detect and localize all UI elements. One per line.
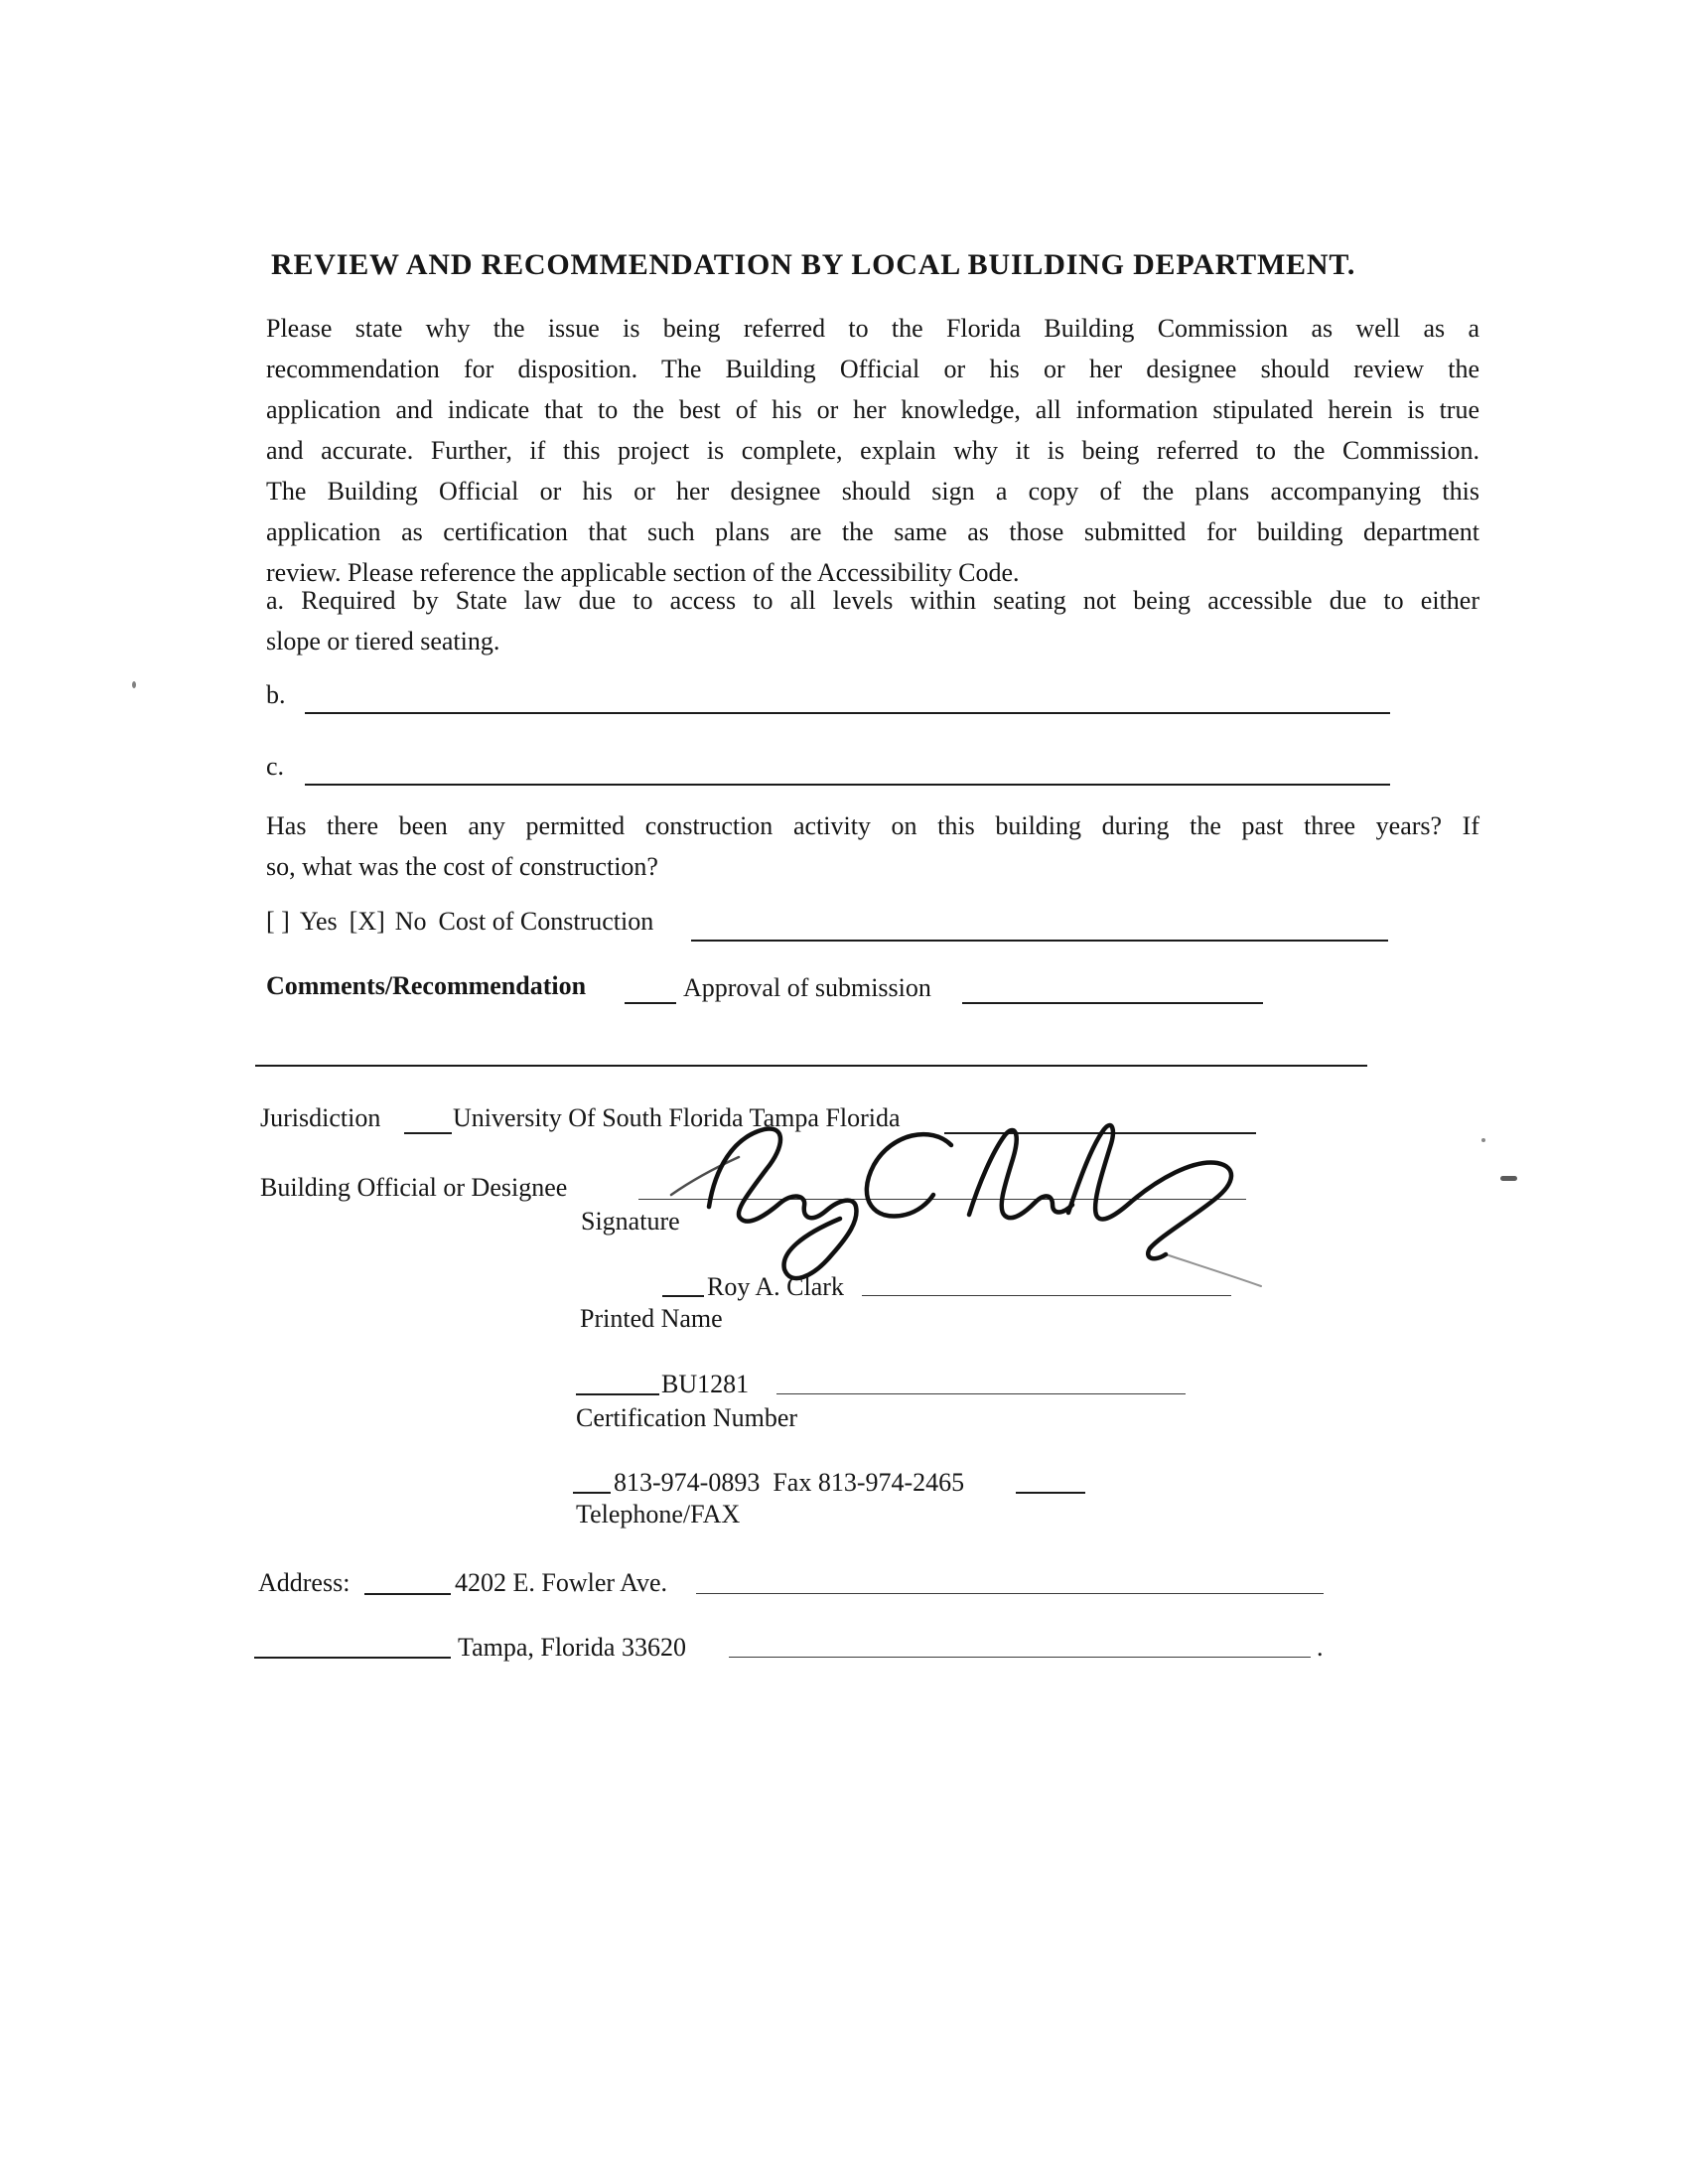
intro-paragraph <box>266 308 1479 593</box>
phone-caption: Telephone/FAX <box>576 1500 741 1529</box>
question-line: Has there been any permitted construction activity on this building during the past three years? If <box>266 811 1479 840</box>
document-title: REVIEW AND RECOMMENDATION BY LOCAL BUILDING DEPARTMENT. <box>271 248 1356 281</box>
intro-line: recommendation for disposition. The Building Official or his or her designee should review the <box>266 355 1479 383</box>
ink-speck-1 <box>132 681 136 688</box>
comments-underscore-line <box>625 1002 676 1004</box>
intro-line: application as certification that such plans are the same as those submitted for building department <box>266 517 1479 546</box>
intro-line: application and indicate that to the best of his or her knowledge, all information stipulated herein is true <box>266 395 1479 424</box>
item-b-label: b. <box>266 680 286 709</box>
address-value-line1: 4202 E. Fowler Ave. <box>455 1568 667 1597</box>
address-blank-line-2 <box>729 1657 1311 1658</box>
item-a <box>266 580 1479 661</box>
address-value-line2: Tampa, Florida 33620 <box>458 1633 686 1662</box>
jurisdiction-value: University Of South Florida Tampa Florida <box>453 1103 901 1132</box>
cost-blank-line <box>691 940 1388 942</box>
address-blank-line-1 <box>696 1593 1324 1594</box>
phone-trail-line <box>1016 1492 1085 1494</box>
printed-name-value: Roy A. Clark <box>707 1272 844 1301</box>
intro-line: and accurate. Further, if this project is complete, explain why it is being referred to the Commission. <box>266 436 1479 465</box>
address-line2-lead-line <box>254 1657 451 1659</box>
intro-line: The Building Official or his or her designee should sign a copy of the plans accompanying this <box>266 477 1479 506</box>
intro-line: Please state why the issue is being referred to the Florida Building Commission as well as a <box>266 314 1479 343</box>
ink-speck-2 <box>1481 1138 1485 1142</box>
comments-value: Approval of submission <box>683 973 931 1002</box>
intro-line: review. Please reference the applicable section of the Accessibility Code. <box>266 558 1020 587</box>
comments-blank-line <box>962 1002 1263 1004</box>
item-a-line: slope or tiered seating. <box>266 627 500 655</box>
address-label: Address: <box>258 1568 351 1597</box>
printed-name-blank-line <box>862 1295 1231 1296</box>
item-a-line: a. Required by State law due to access to all levels within seating not being accessible due to either <box>266 586 1479 615</box>
separator-line <box>255 1065 1367 1067</box>
yes-checkbox: [ ] <box>266 907 290 936</box>
signature-caption: Signature <box>581 1207 680 1236</box>
phone-lead-line <box>573 1492 611 1494</box>
comments-label: Comments/Recommendation <box>266 971 587 1000</box>
certification-value: BU1281 <box>661 1370 750 1398</box>
yes-label: Yes <box>299 907 338 936</box>
no-label: No <box>394 907 427 936</box>
certification-caption: Certification Number <box>576 1403 798 1432</box>
building-official-label: Building Official or Designee <box>260 1173 568 1202</box>
construction-question <box>266 805 1479 887</box>
phone-value: 813-974-0893 Fax 813-974-2465 <box>614 1468 965 1497</box>
item-b-blank-line <box>305 712 1390 714</box>
cost-of-construction-label: Cost of Construction <box>438 907 654 936</box>
jurisdiction-underscore-line <box>404 1132 452 1134</box>
certification-blank-line <box>776 1393 1186 1394</box>
certification-lead-line <box>576 1393 659 1395</box>
address-period: . <box>1317 1633 1324 1662</box>
no-checkbox: [X] <box>349 907 385 936</box>
question-line: so, what was the cost of construction? <box>266 852 658 881</box>
printed-name-caption: Printed Name <box>580 1304 723 1333</box>
item-c-label: c. <box>266 752 285 781</box>
item-c-blank-line <box>305 784 1390 786</box>
jurisdiction-label: Jurisdiction <box>260 1103 381 1132</box>
printed-name-lead-line <box>662 1295 704 1297</box>
ink-smudge <box>1500 1176 1517 1181</box>
address-lead-line <box>364 1593 451 1595</box>
cost-question-row <box>266 906 653 939</box>
